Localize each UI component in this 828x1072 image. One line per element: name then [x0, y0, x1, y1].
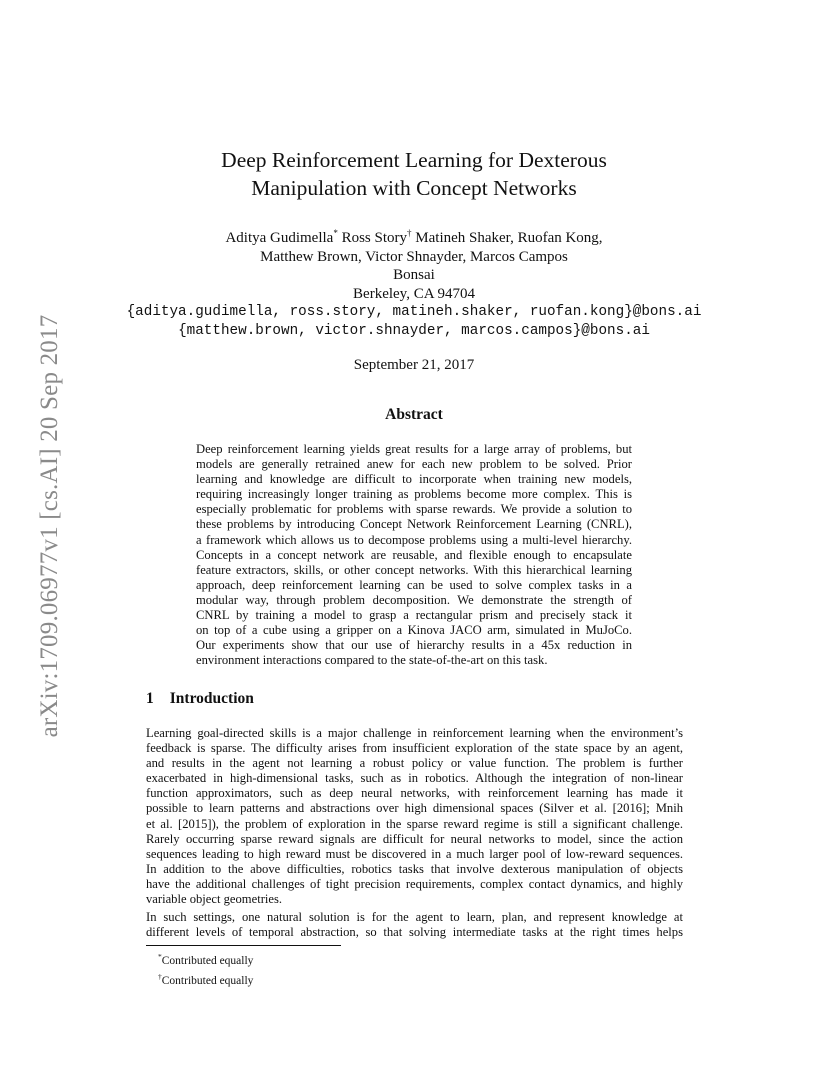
author-names: Matineh Shaker, Ruofan Kong,	[415, 230, 603, 246]
section-title: Introduction	[169, 690, 254, 707]
address: Berkeley, CA 94704	[353, 285, 475, 302]
abstract-line: Deep reinforcement learning yields great results for a large array of problems, but	[196, 442, 632, 456]
abstract-line: a framework which allows us to decompose problems using a multi-level hierarchy.	[196, 532, 632, 547]
intro-paragraph	[146, 726, 683, 907]
abstract-line: models are generally retrained anew for each new problem to be solved. Prior	[196, 457, 632, 472]
abstract-line: requiring increasingly longer training as problems become more complex. This is	[196, 487, 632, 502]
footnote-text: Contributed equally	[161, 974, 254, 987]
abstract-line: on top of a cube using a gripper on a Kinova JACO arm, simulated in MuJoCo.	[196, 623, 632, 638]
paragraph-line: function approximators, such as deep neural networks, with reinforcement learning has made it	[146, 786, 683, 801]
footnote-marker: *	[158, 952, 162, 961]
affiliation: Bonsai	[393, 267, 435, 283]
paragraph-line: sequences leading to high reward must be discovered in a much larger pool of low-reward sequences.	[146, 846, 683, 861]
footnote-marker: †	[407, 228, 412, 238]
abstract-line: modular way, through problem decomposition. We demonstrate the strength of	[196, 592, 632, 607]
author-name: Ross Story	[341, 230, 408, 246]
email-line: {matthew.brown, victor.shnayder, marcos.campos}@bons.ai	[178, 322, 650, 339]
footnotes	[158, 949, 253, 989]
arxiv-identifier: arXiv:1709.06977v1 [cs.AI] 20 Sep 2017	[36, 314, 63, 738]
abstract-line: Concepts in a concept network are reusable, and flexible enough to encapsulate	[196, 547, 632, 562]
paragraph-line: Rarely occurring sparse reward signals are difficult for neural networks to model, since the action	[146, 831, 683, 846]
title-line: Manipulation with Concept Networks	[251, 176, 577, 200]
author-name: Aditya Gudimella	[225, 230, 334, 246]
paragraph-line: Learning goal-directed skills is a major challenge in reinforcement learning when the environment’s	[146, 726, 683, 740]
paragraph-line: exacerbated in high-dimensional tasks, such as in robotics. Although the integration of non-linear	[146, 771, 683, 786]
footnote-marker: †	[158, 971, 162, 981]
paragraph-line: and results in the agent not learning a robust policy or value function. The problem is further	[146, 756, 683, 771]
author-line	[120, 224, 708, 248]
footnote-marker: *	[333, 228, 338, 238]
paragraph-line: feedback is sparse. The difficulty arises from insufficient exploration of the state space by an agent,	[146, 741, 683, 756]
paragraph-line: different levels of temporal abstraction, so that solving intermediate tasks at the right times helps	[146, 925, 683, 940]
section-number: 1	[146, 690, 154, 707]
abstract-heading: Abstract	[385, 406, 443, 423]
paper-date: September 21, 2017	[353, 357, 475, 373]
abstract-line: learning and knowledge are difficult to incorporate when training new models,	[196, 472, 632, 487]
footnote	[158, 969, 253, 989]
paragraph-line: possible to learn patterns and abstractions over high dimensional spaces (Silver et al. [2016]; Mnih	[146, 801, 683, 816]
footnote-rule	[146, 945, 341, 946]
abstract-line: CNRL by training a model to grasp a rectangular prism and precisely stack it	[196, 608, 632, 623]
paragraph-line: In such settings, one natural solution is for the agent to learn, plan, and represent knowledge at	[146, 910, 683, 924]
footnote-text: Contributed equally	[161, 954, 254, 967]
paragraph-line: In addition to the above difficulties, robotics tasks that involve dexterous manipulation of objects	[146, 861, 683, 876]
intro-paragraph	[146, 910, 683, 940]
paragraph-line: variable object geometries.	[146, 892, 283, 907]
paragraph-line: et al. [2015]), the problem of exploration in the sparse reward regime is still a significant challenge.	[146, 816, 683, 831]
paragraph-line: have the additional challenges of tight precision requirements, complex contact dynamics, and highly	[146, 876, 683, 891]
abstract-line: approach, deep reinforcement learning can be used to solve complex tasks in a	[196, 577, 632, 592]
abstract-line: Our experiments show that our use of hierarchy results in a 45x reduction in	[196, 638, 632, 653]
email-line: {aditya.gudimella, ross.story, matineh.shaker, ruofan.kong}@bons.ai	[126, 304, 702, 320]
section-heading	[146, 690, 254, 708]
abstract-line: environment interactions compared to the state-of-the-art on this task.	[196, 653, 548, 668]
abstract-line: especially problematic for problems with sparse rewards. We provide a solution to	[196, 502, 632, 517]
author-line: Matthew Brown, Victor Shnayder, Marcos Campos	[260, 248, 568, 265]
author-block	[120, 224, 708, 340]
abstract-line: feature extractors, skills, or other concept networks. With this hierarchical learning	[196, 562, 632, 577]
abstract-line: these problems by introducing Concept Network Reinforcement Learning (CNRL),	[196, 517, 632, 532]
title-line: Deep Reinforcement Learning for Dexterous	[221, 148, 607, 172]
paper-title	[160, 146, 668, 202]
abstract-body	[196, 442, 632, 668]
footnote	[158, 949, 253, 969]
